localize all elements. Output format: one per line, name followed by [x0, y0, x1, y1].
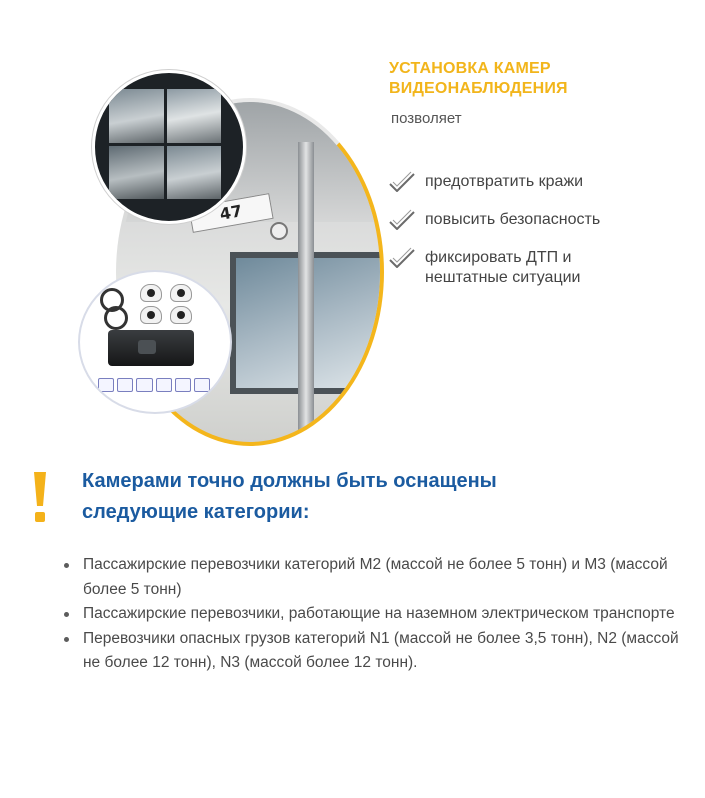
- feature-icon: [117, 378, 133, 392]
- dvr-kit-image: [78, 270, 232, 414]
- benefit-item: [388, 172, 655, 192]
- dome-camera-icon: [170, 284, 192, 302]
- category-item: Пассажирские перевозчики категорий М2 (массой не более 5 тонн) и М3 (массой более 5 тонн): [62, 553, 682, 602]
- checkmark-icon: [388, 247, 416, 271]
- category-list: [62, 553, 682, 676]
- cable-coil: [104, 306, 128, 330]
- benefit-item: [388, 248, 655, 288]
- dome-camera-icon: [140, 284, 162, 302]
- dome-camera-icon: [270, 222, 288, 240]
- route-number-sign: 47: [188, 193, 273, 233]
- checkmark-icon: [388, 171, 416, 195]
- benefit-item: [388, 210, 655, 230]
- benefit-text: предотвратить кражи: [425, 173, 584, 190]
- checkmark-icon: [388, 209, 416, 233]
- exclamation-icon: [30, 470, 50, 526]
- benefit-text: повысить безопасность: [425, 211, 601, 228]
- camera-feed: [167, 146, 222, 200]
- camera-feed: [109, 146, 164, 200]
- category-item: Пассажирские перевозчики, работающие на наземном электрическом транспорте: [62, 602, 682, 627]
- feature-icon: [156, 378, 172, 392]
- dvr-recorder: [108, 330, 194, 366]
- benefit-text: фиксировать ДТП и нештатные ситуации: [425, 249, 581, 286]
- benefit-list: [388, 172, 655, 306]
- hero-illustration: [78, 70, 378, 410]
- feature-icon: [194, 378, 210, 392]
- camera-monitor-image: [92, 70, 246, 224]
- promo-subtitle: позволяет: [391, 110, 462, 127]
- camera-feed: [109, 89, 164, 143]
- feature-icon: [136, 378, 152, 392]
- feature-icon: [98, 378, 114, 392]
- camera-feed-grid: [109, 89, 221, 199]
- feature-icon: [175, 378, 191, 392]
- feature-icon-strip: [98, 378, 210, 392]
- notice-heading: Камерами точно должны быть оснащены следующие категории:: [82, 470, 497, 523]
- camera-feed: [167, 89, 222, 143]
- dome-camera-icon: [170, 306, 192, 324]
- promo-title: УСТАНОВКА КАМЕР ВИДЕОНАБЛЮДЕНИЯ: [389, 60, 568, 97]
- category-item: Перевозчики опасных грузов категорий N1 (массой не более 3,5 тонн), N2 (массой не более 12 тонн), N3 (массой более 12 тонн).: [62, 627, 682, 676]
- dome-camera-icon: [140, 306, 162, 324]
- handrail-pole: [298, 142, 314, 446]
